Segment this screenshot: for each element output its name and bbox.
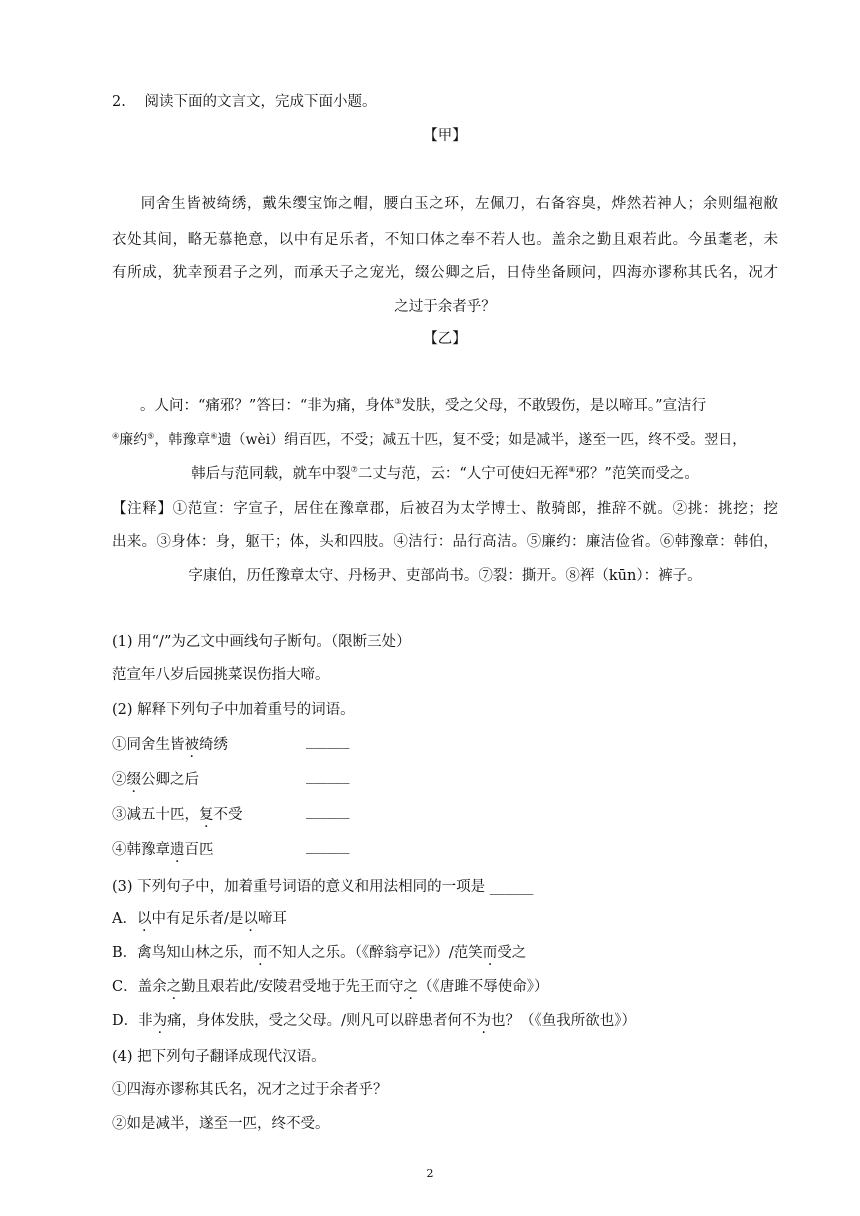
- passage-yi-line: ④廉约⑤，韩豫章⑥遗（wèi）绢百匹，不受；减五十匹，复不受；如是减半，遂至一匹，终不受。翌日，: [112, 431, 747, 448]
- emphasized-word: 而: [482, 945, 498, 961]
- answer-blank[interactable]: ______: [306, 838, 350, 854]
- option-text: 受之: [497, 945, 527, 961]
- notes-line: 出来。③身体：身，躯干；体，头和四肢。④洁行：品行高洁。⑤廉约：廉洁俭省。⑥韩豫章：韩伯，: [112, 534, 778, 550]
- option-text: 痛，身体发肤，受之父母。/则凡可以辟患者何不: [167, 1013, 477, 1029]
- question-instruction: 阅读下面的文言文，完成下面小题。: [144, 94, 377, 110]
- option-text: C．盖余: [112, 979, 167, 995]
- passage-yi-line: 韩后与范同载，就车中裂⑦二丈与范，云：“人宁可使妇无裈⑧邪？”范笑而受之。: [191, 465, 699, 482]
- passage-jia-label: 【甲】: [423, 128, 467, 144]
- emphasized-word: 以: [243, 911, 258, 927]
- q2-item: ②缀公卿之后: [112, 772, 199, 788]
- emphasized-word: 以: [136, 911, 152, 927]
- option-text: 不知人之乐。（《醉翁亭记》）/范笑: [267, 945, 483, 961]
- q2-item: ③减五十匹，复不受: [112, 807, 243, 823]
- q4-prompt: (4) 把下列句子翻译成现代汉语。: [112, 1049, 326, 1065]
- notes-line: 【注释】①范宣：字宣子，居住在豫章郡，后被召为太学博士、散骑郎，推辞不就。②挑：挑挖；挖: [112, 501, 778, 517]
- option-text: 啼耳: [257, 911, 287, 927]
- q2-item: ①同舍生皆被绮绣: [112, 737, 228, 753]
- q1-prompt: (1) 用“/”为乙文中画线句子断句。（限断三处）: [112, 634, 411, 650]
- emphasized-word: 为: [476, 1013, 492, 1029]
- page-number: 2: [426, 1167, 434, 1180]
- question-header: [112, 90, 376, 111]
- passage-yi-line: 。人问：“痛邪？”答曰：“非为痛，身体③发肤，受之父母，不敢毁伤，是以啼耳。”宣洁行: [140, 397, 707, 414]
- option-text: 勤且艰若此/安陵君受地于先王而守: [181, 979, 404, 995]
- emphasized-word: 而: [253, 945, 268, 961]
- option-text: 中有足乐者/是: [151, 911, 244, 927]
- notes-line: 字康伯，历任豫章太守、丹杨尹、吏部尚书。⑦裂：撕开。⑧裈（kūn）：裤子。: [188, 568, 702, 584]
- passage-jia-line: 之过于余者乎？: [394, 299, 496, 315]
- emphasized-word: 为: [152, 1013, 168, 1029]
- passage-jia-line: 有所成，犹幸预君子之列，而承天子之宠光，缀公卿之后，日侍坐备顾问，四海亦谬称其氏名，况才: [112, 265, 778, 281]
- q4-item: ②如是减半，遂至一匹，终不受。: [112, 1116, 330, 1132]
- question-number: 2.: [112, 94, 126, 110]
- emphasized-word: 之: [403, 979, 418, 995]
- answer-blank[interactable]: ______: [306, 768, 350, 784]
- option-text: A．: [112, 911, 137, 927]
- q3-prompt: (3) 下列句子中，加着重号词语的意义和用法相同的一项是 ______: [112, 879, 534, 895]
- option-text: 也？（《鱼我所欲也》）: [491, 1013, 637, 1029]
- q3-option-c[interactable]: [112, 975, 549, 996]
- q3-option-d[interactable]: [112, 1009, 636, 1030]
- q3-option-a[interactable]: [112, 907, 287, 928]
- option-text: D．非: [112, 1013, 153, 1029]
- option-text: B．禽鸟知山林之乐，: [112, 945, 254, 961]
- passage-jia-line: 同舍生皆被绮绣，戴朱缨宝饰之帽，腰白玉之环，左佩刀，右备容臭，烨然若神人；余则缊袍敝: [140, 196, 778, 212]
- answer-blank[interactable]: ______: [306, 803, 350, 819]
- passage-yi-label: 【乙】: [423, 331, 467, 347]
- passage-jia-line: 衣处其间，略无慕艳意，以中有足乐者，不知口体之奉不若人也。盖余之勤且艰若此。今虽耄老，未: [112, 232, 778, 248]
- q3-option-b[interactable]: [112, 941, 526, 962]
- q1-sentence: 范宣年八岁后园挑菜误伤指大啼。: [112, 667, 330, 683]
- option-text: （《唐雎不辱使命》）: [418, 979, 549, 995]
- answer-blank[interactable]: ______: [306, 733, 350, 749]
- q2-prompt: (2) 解释下列句子中加着重号的词语。: [112, 702, 355, 718]
- emphasized-word: 之: [166, 979, 182, 995]
- q2-item: ④韩豫章遗百匹: [112, 842, 214, 858]
- q4-item: ①四海亦谬称其氏名，况才之过于余者乎？: [112, 1082, 388, 1098]
